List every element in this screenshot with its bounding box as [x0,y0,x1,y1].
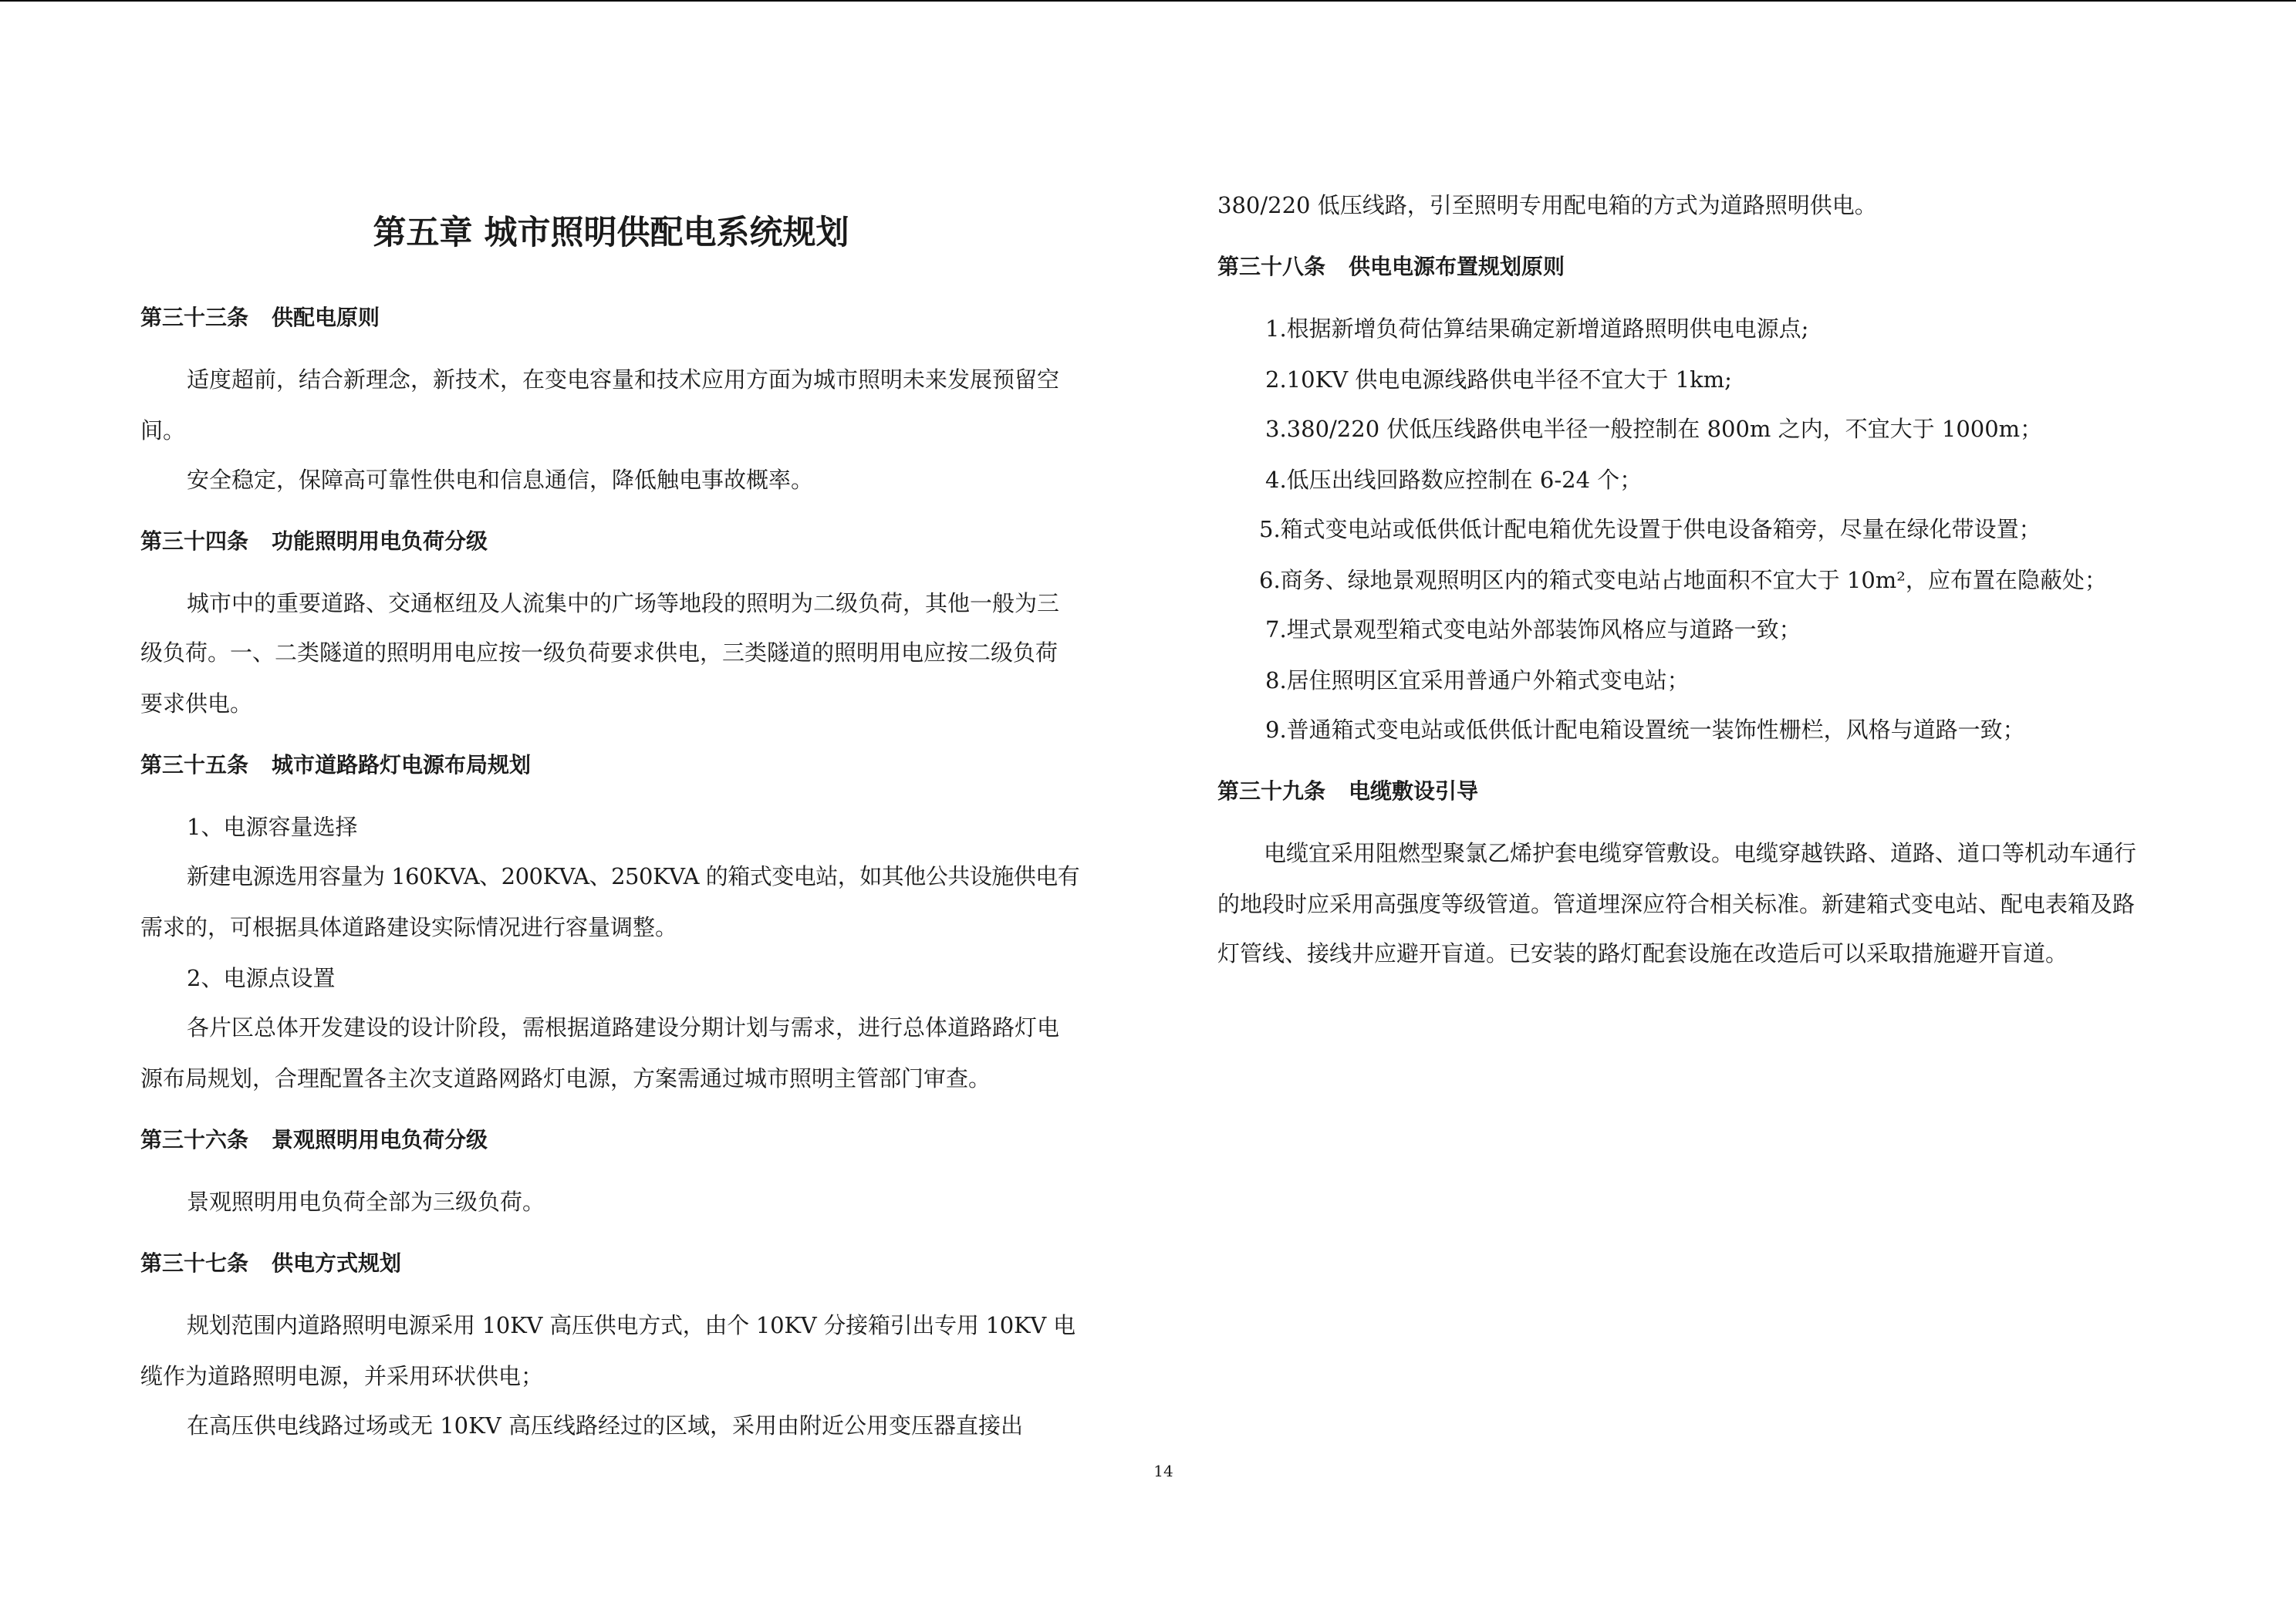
list-item: 5.箱式变电站或低供低计配电箱优先设置于供电设备箱旁，尽量在绿化带设置； [1259,516,2041,542]
paragraph-line: 的地段时应采用高强度等级管道。管道埋深应符合相关标准。新建箱式变电站、配电表箱及路 [1217,891,2136,917]
subsection-label: 2、电源点设置 [187,965,336,991]
paragraph-line: 各片区总体开发建设的设计阶段，需根据道路建设分期计划与需求，进行总体道路路灯电 [187,1014,1060,1041]
paragraph-line: 电缆宜采用阻燃型聚氯乙烯护套电缆穿管敷设。电缆穿越铁路、道路、道口等机动车通行 [1264,840,2137,866]
list-item: 4.低压出线回路数应控制在 6-24 个； [1265,467,1643,493]
article-number: 第三十九条 [1217,778,1326,804]
article-title: 电缆敷设引导 [1349,778,1479,804]
article-title: 供电方式规划 [272,1250,402,1276]
list-item: 8.居住照明区宜采用普通户外箱式变电站； [1265,667,1690,693]
list-item: 2.10KV 供电电源线路供电半径不宜大于 1km; [1265,366,1732,393]
paragraph-line: 新建电源选用容量为 160KVA、200KVA、250KVA 的箱式变电站，如其他公共设施供电有 [187,863,1080,889]
paragraph-line: 要求供电。 [140,690,253,717]
article-title: 城市道路路灯电源布局规划 [272,752,532,778]
paragraph-line: 安全稳定，保障高可靠性供电和信息通信，降低触电事故概率。 [187,467,814,493]
article-number: 第三十四条 [140,528,249,554]
article-38-heading [1217,253,1565,281]
chapter-title: 第五章 城市照明供配电系统规划 [373,214,849,252]
article-39-heading [1217,778,1478,805]
paragraph-line: 间。 [140,417,186,444]
article-title: 功能照明用电负荷分级 [272,528,488,554]
list-item: 9.普通箱式变电站或低供低计配电箱设置统一装饰性栅栏，风格与道路一致； [1265,717,2025,743]
paragraph-line: 城市中的重要道路、交通枢纽及人流集中的广场等地段的照明为二级负荷，其他一般为三 [187,590,1060,616]
article-number: 第三十三条 [140,305,249,330]
paragraph-line: 适度超前，结合新理念，新技术，在变电容量和技术应用方面为城市照明未来发展预留空 [187,366,1060,393]
article-35-heading [140,751,531,779]
paragraph-line: 在高压供电线路过场或无 10KV 高压线路经过的区域，采用由附近公用变压器直接出 [187,1412,1023,1439]
list-item: 6.商务、绿地景观照明区内的箱式变电站占地面积不宜大于 10m²，应布置在隐蔽处； [1259,567,2107,593]
article-33-heading [140,304,380,332]
article-36-heading [140,1126,488,1154]
list-item: 7.埋式景观型箱式变电站外部装饰风格应与道路一致； [1265,616,1801,643]
article-34-heading [140,528,488,555]
list-item: 3.380/220 伏低压线路供电半径一般控制在 800m 之内，不宜大于 1000m； [1265,416,2043,442]
article-title: 供电电源布置规划原则 [1349,254,1565,279]
article-number: 第三十五条 [140,752,249,778]
subsection-label: 1、电源容量选择 [187,814,358,840]
top-border-line [0,0,2296,2]
page-number: 14 [1153,1462,1173,1480]
paragraph-line: 380/220 低压线路，引至照明专用配电箱的方式为道路照明供电。 [1217,192,1877,218]
article-title: 供配电原则 [272,305,380,330]
article-37-heading [140,1250,401,1277]
article-number: 第三十七条 [140,1250,249,1276]
list-item: 1.根据新增负荷估算结果确定新增道路照明供电电源点; [1265,315,1809,342]
paragraph-line: 景观照明用电负荷全部为三级负荷。 [187,1189,545,1215]
paragraph-line: 源布局规划，合理配置各主次支道路网路灯电源，方案需通过城市照明主管部门审查。 [140,1065,991,1092]
article-number: 第三十六条 [140,1127,249,1152]
paragraph-line: 级负荷。一、二类隧道的照明用电应按一级负荷要求供电，三类隧道的照明用电应按二级负荷 [140,639,1059,666]
paragraph-line: 规划范围内道路照明电源采用 10KV 高压供电方式，由个 10KV 分接箱引出专用 10KV 电 [187,1312,1075,1338]
paragraph-line: 需求的，可根据具体道路建设实际情况进行容量调整。 [140,914,678,940]
article-title: 景观照明用电负荷分级 [272,1127,488,1152]
paragraph-line: 灯管线、接线井应避开盲道。已安装的路灯配套设施在改造后可以采取措施避开盲道。 [1217,940,2068,967]
article-number: 第三十八条 [1217,254,1326,279]
paragraph-line: 缆作为道路照明电源，并采用环状供电； [140,1363,544,1389]
